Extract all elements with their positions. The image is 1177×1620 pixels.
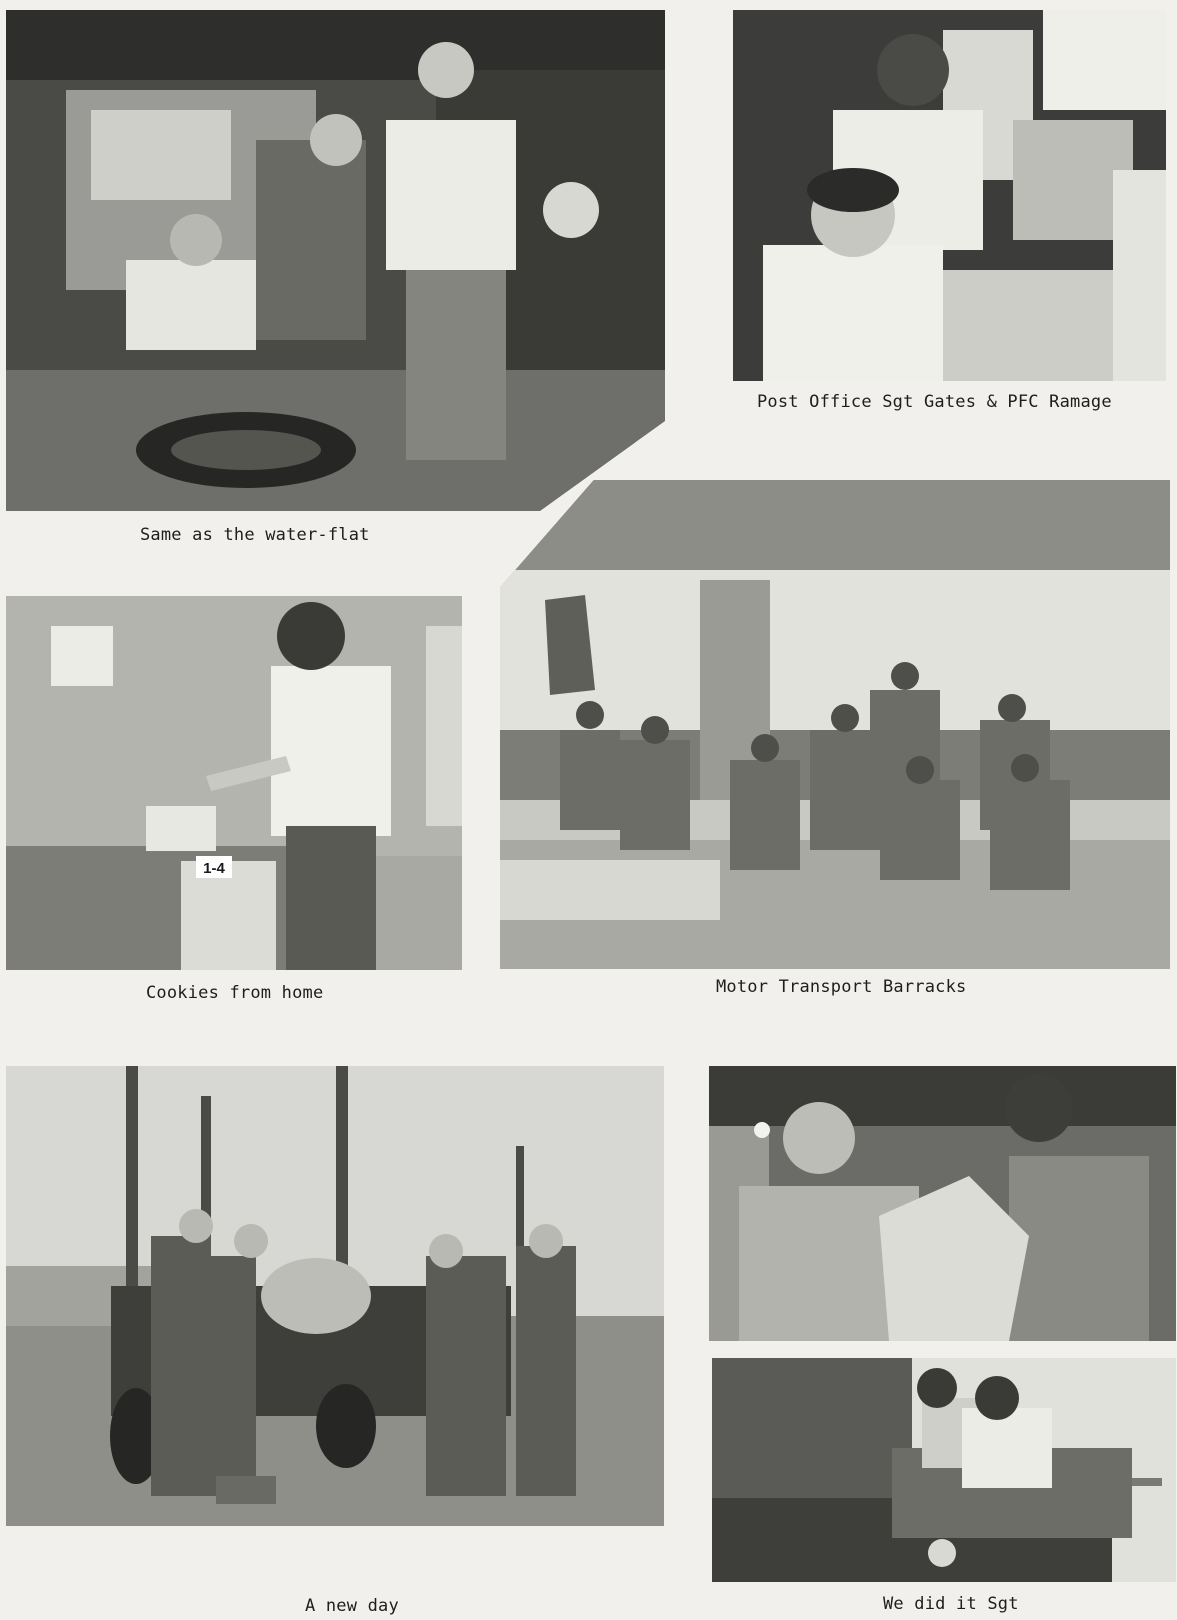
photo-barracks bbox=[500, 480, 1170, 969]
caption-tire-repair: Same as the water-flat bbox=[140, 525, 370, 545]
caption-vehicle: We did it Sgt bbox=[883, 1594, 1019, 1614]
mail-box-label: 1-4 bbox=[203, 860, 225, 877]
photo-post-office bbox=[733, 10, 1166, 381]
photo-cookies bbox=[6, 596, 462, 970]
caption-barracks: Motor Transport Barracks bbox=[716, 977, 967, 997]
caption-new-day: A new day bbox=[305, 1596, 399, 1616]
photo-new-day bbox=[6, 1066, 664, 1526]
photo-mail-sack bbox=[709, 1066, 1176, 1341]
caption-cookies: Cookies from home bbox=[146, 983, 324, 1003]
caption-post-office: Post Office Sgt Gates & PFC Ramage bbox=[757, 392, 1112, 412]
photo-vehicle bbox=[712, 1358, 1176, 1582]
photo-tire-repair bbox=[6, 10, 665, 511]
